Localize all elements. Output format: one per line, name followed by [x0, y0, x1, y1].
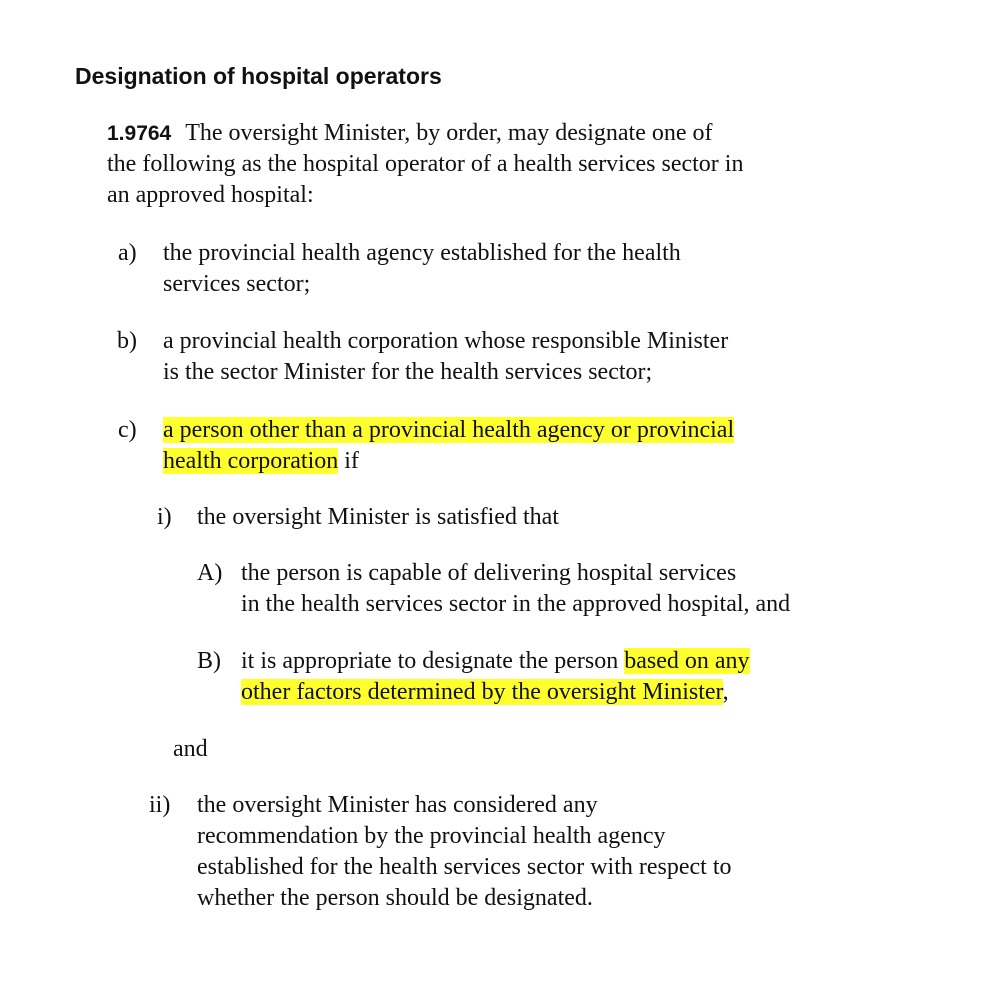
item-b-line: is the sector Minister for the health services sector; — [163, 359, 653, 385]
section-intro — [107, 118, 743, 211]
item-c-label: c) — [118, 417, 137, 443]
item-b-line: a provincial health corporation whose responsible Minister — [163, 328, 729, 354]
item-c-line — [163, 446, 734, 477]
subitem-i-label: i) — [157, 504, 172, 530]
subitem-ii-line: recommendation by the provincial health agency — [197, 823, 666, 849]
subitem-ii-line: whether the person should be designated. — [197, 885, 593, 911]
subitem-B-line — [241, 646, 750, 677]
item-a-text — [163, 238, 681, 300]
subitem-i-line: the oversight Minister is satisfied that — [197, 504, 559, 530]
item-b-label: b) — [117, 328, 137, 354]
subitem-ii-line: the oversight Minister has considered any — [197, 792, 598, 818]
subitem-A-line: in the health services sector in the approved hospital, and — [241, 591, 791, 617]
subitem-B-highlight: based on any — [624, 648, 750, 674]
section-intro-text: The oversight Minister, by order, may designate one of — [185, 120, 713, 146]
subitem-A-text — [241, 558, 790, 620]
item-c-highlight: a person other than a provincial health agency or provincial — [163, 417, 735, 443]
and-connector — [173, 734, 208, 765]
subitem-B-label: B) — [197, 648, 221, 674]
subitem-B-plain: it is appropriate to designate the person — [241, 648, 625, 674]
subitem-B-text — [241, 646, 750, 708]
item-c-plain: if — [338, 448, 359, 474]
subitem-B-line — [241, 677, 750, 708]
subitem-ii-line: established for the health services sector with respect to — [197, 854, 732, 880]
section-intro-line: the following as the hospital operator of a health services sector in — [107, 151, 744, 177]
item-c-line — [163, 415, 734, 446]
item-c-text — [163, 415, 734, 477]
item-a-line: services sector; — [163, 271, 311, 297]
item-a-label: a) — [118, 240, 137, 266]
subitem-A-label: A) — [197, 560, 223, 586]
subitem-B-highlight: other factors determined by the oversight Minister — [241, 679, 723, 705]
subitem-ii-text — [197, 790, 731, 914]
section-number: 1.9764 — [107, 122, 172, 145]
and-text: and — [173, 736, 208, 762]
section-intro-line: an approved hospital: — [107, 182, 314, 208]
item-b-text — [163, 326, 728, 388]
section-intro-line — [107, 118, 743, 149]
section-heading: Designation of hospital operators — [75, 63, 442, 89]
subitem-ii-label: ii) — [149, 792, 171, 818]
item-c-highlight: health corporation — [163, 448, 339, 474]
subitem-B-plain: , — [722, 679, 729, 705]
subitem-i-text — [197, 502, 559, 533]
subitem-A-line: the person is capable of delivering hospital services — [241, 560, 737, 586]
item-a-line: the provincial health agency established for the health — [163, 240, 681, 266]
